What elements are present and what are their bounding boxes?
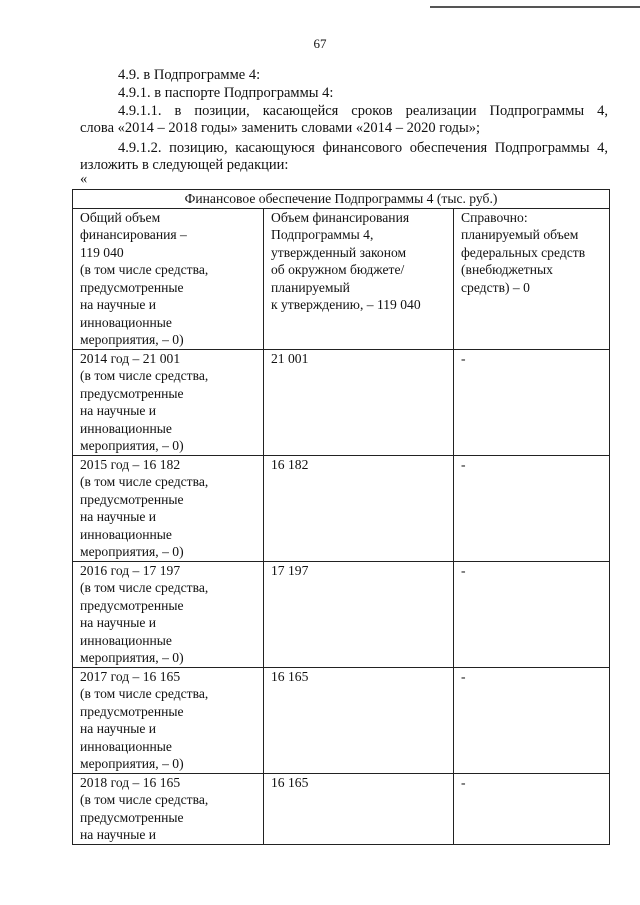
paragraph-4-9-1-1-line1: 4.9.1.1. в позиции, касающейся сроков реализации Подпрограммы 4, [118,103,608,119]
header-federal-reference-text: Справочно: планируемый объем федеральных средств (внебюджетных средств) – 0 [461,209,586,295]
paragraph-4-9: 4.9. в Подпрограмме 4: [118,67,261,83]
row-amount-text: 17 197 [271,562,309,578]
row-federal-text: - [461,562,466,578]
row-year-text: 2015 год – 16 182 (в том числе средства, предусмотренные на научные и инновационные мероприятия, – 0) [80,456,209,559]
row-year-text: 2014 год – 21 001 (в том числе средства, предусмотренные на научные и инновационные мероприятия, – 0) [80,350,209,453]
row-amount-cell [264,561,454,667]
row-amount-cell [264,773,454,844]
table-row [73,561,610,667]
paragraph-4-9-1-1 [80,103,608,137]
header-total-financing-text: Общий объем финансирования – 119 040 (в том числе средства, предусмотренные на научные и инновационные мероприятия, – 0) [80,209,209,347]
row-federal-text: - [461,350,466,366]
row-federal-cell [454,667,610,773]
row-year-cell [73,667,264,773]
table-row [73,455,610,561]
table-row [73,773,610,844]
financing-table [72,189,610,845]
paragraph-4-9-1-2 [80,140,608,174]
page-number: 67 [313,36,327,51]
paragraph-4-9-1: 4.9.1. в паспорте Подпрограммы 4: [118,85,334,101]
row-amount-text: 16 182 [271,456,309,472]
row-federal-cell [454,773,610,844]
scan-edge-line [430,6,640,8]
row-amount-cell [264,349,454,455]
table-header-row [73,208,610,349]
table-row [73,667,610,773]
row-amount-text: 16 165 [271,774,309,790]
header-subprogram-financing [264,208,454,349]
paragraph-4-9-1-1-line2: слова «2014 – 2018 годы» заменить словами «2014 – 2020 годы»; [80,120,481,136]
row-amount-cell [264,455,454,561]
row-year-text: 2017 год – 16 165 (в том числе средства, предусмотренные на научные и инновационные мероприятия, – 0) [80,668,209,771]
row-federal-text: - [461,774,466,790]
header-federal-reference [454,208,610,349]
row-federal-text: - [461,668,466,684]
row-amount-text: 16 165 [271,668,309,684]
row-federal-cell [454,349,610,455]
row-year-text: 2018 год – 16 165 (в том числе средства, предусмотренные на научные и [80,774,209,842]
row-year-cell [73,561,264,667]
row-year-cell [73,773,264,844]
row-federal-cell [454,561,610,667]
paragraph-4-9-1-2-line1: 4.9.1.2. позицию, касающуюся финансового обеспечения Подпрограммы 4, [118,140,608,156]
header-subprogram-financing-text: Объем финансирования Подпрограммы 4, утвержденный законом об окружном бюджете/ планируемый к утверждению, – 119 040 [271,209,421,312]
opening-quote: « [80,171,88,187]
row-amount-text: 21 001 [271,350,309,366]
row-year-cell [73,455,264,561]
row-federal-text: - [461,456,466,472]
row-year-cell [73,349,264,455]
row-year-text: 2016 год – 17 197 (в том числе средства, предусмотренные на научные и инновационные мероприятия, – 0) [80,562,209,665]
row-federal-cell [454,455,610,561]
table-row [73,349,610,455]
paragraph-4-9-1-2-line2: изложить в следующей редакции: [80,157,289,173]
table-caption: Финансовое обеспечение Подпрограммы 4 (тыс. руб.) [73,190,610,209]
header-total-financing [73,208,264,349]
table-caption-row [73,190,610,209]
row-amount-cell [264,667,454,773]
